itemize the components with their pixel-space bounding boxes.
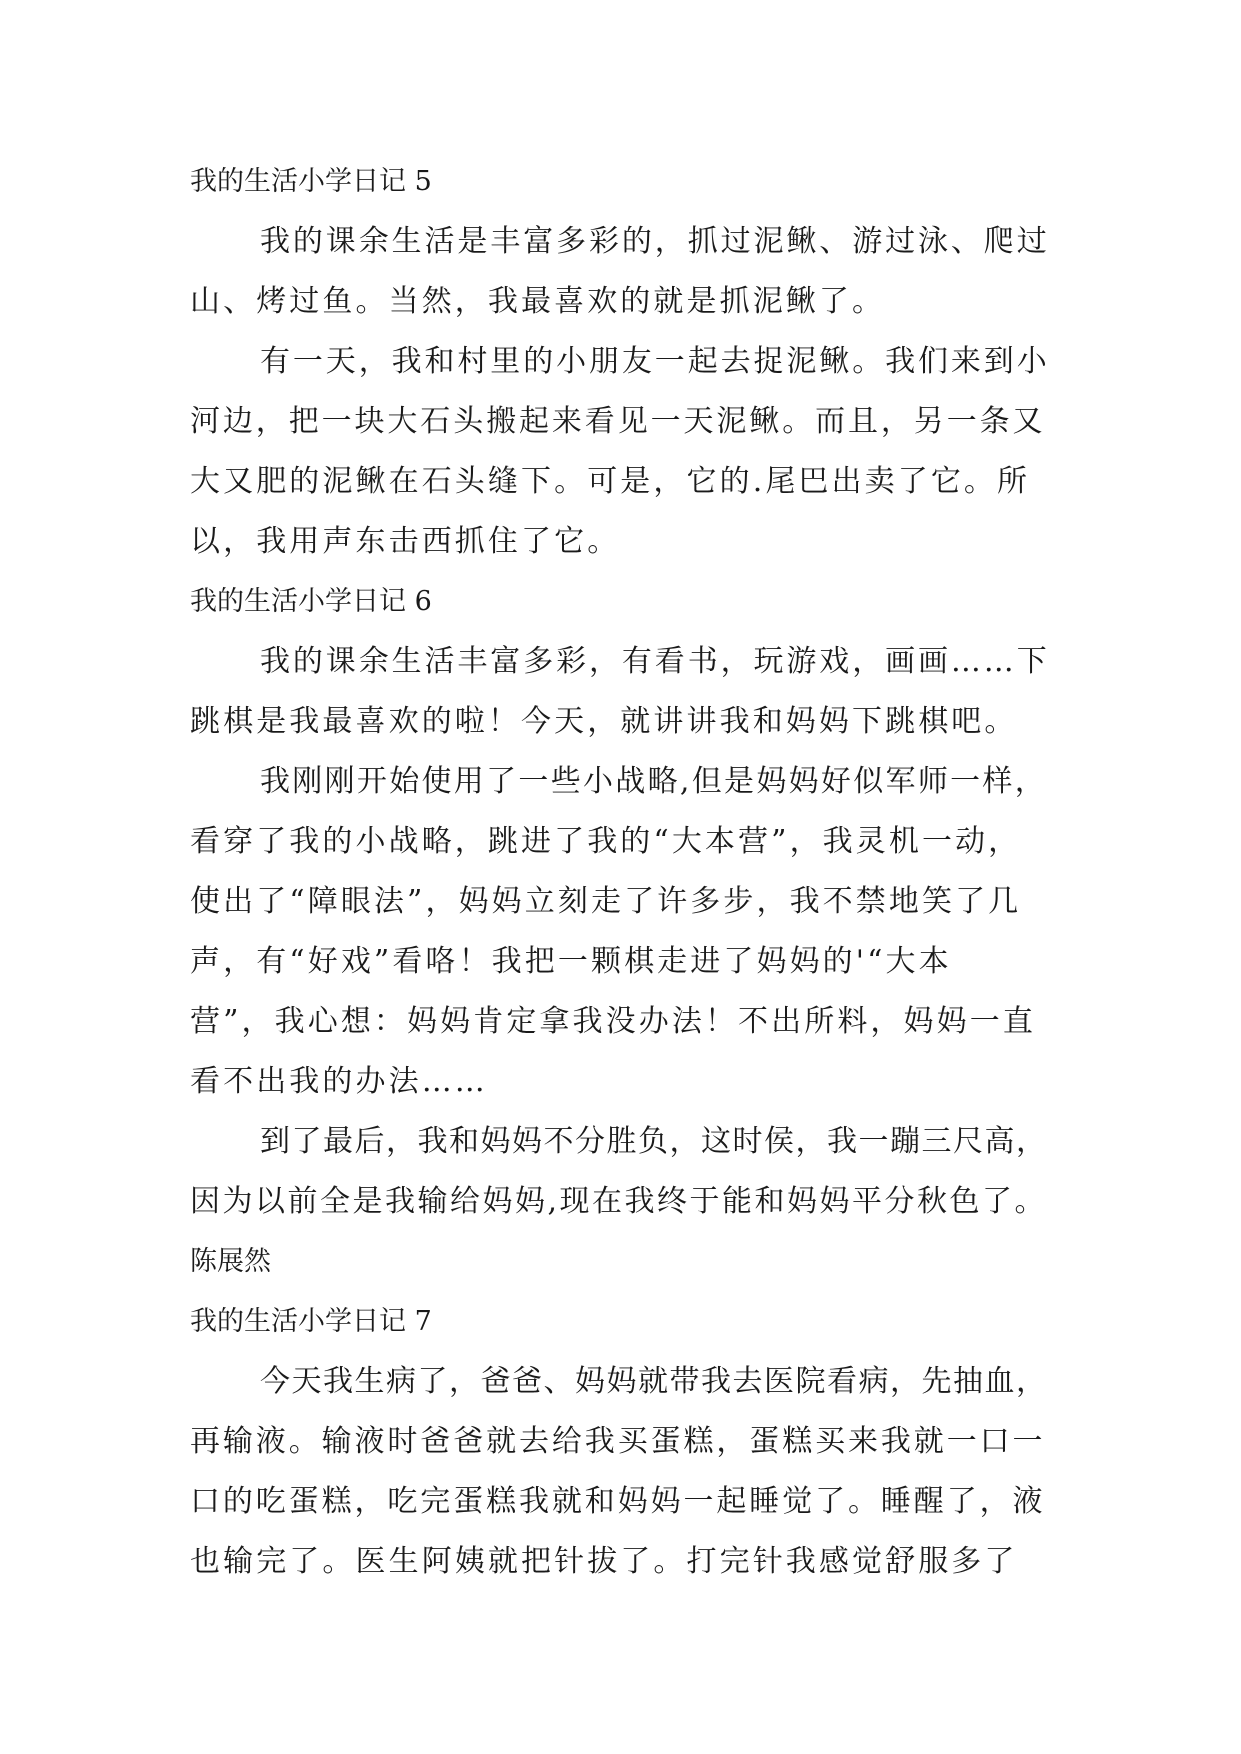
text-line: 跳棋是我最喜欢的啦！今天，就讲讲我和妈妈下跳棋吧。 xyxy=(190,704,1018,739)
author-name: 陈展然 xyxy=(190,1246,271,1277)
text-line: 有一天，我和村里的小朋友一起去捉泥鳅。我们来到小 xyxy=(260,344,1050,379)
paragraph xyxy=(190,752,1050,1112)
text-line: 我刚刚开始使用了一些小战略,但是妈妈好似军师一样， xyxy=(260,764,1048,799)
text-line: 营”，我心想：妈妈肯定拿我没办法！不出所料，妈妈一直 xyxy=(190,1004,1036,1039)
text-line: 使出了“障眼法”，妈妈立刻走了许多步，我不禁地笑了几 xyxy=(190,884,1022,919)
document-page xyxy=(190,152,1050,1592)
paragraph xyxy=(190,1112,1050,1232)
text-line: 到了最后，我和妈妈不分胜负，这时侯，我一蹦三尺高， xyxy=(260,1124,1048,1159)
text-line: 山、烤过鱼。当然，我最喜欢的就是抓泥鳅了。 xyxy=(190,284,886,319)
text-line: 再输液。输液时爸爸就去给我买蛋糕，蛋糕买来我就一口一 xyxy=(190,1424,1046,1459)
text-line: 口的吃蛋糕，吃完蛋糕我就和妈妈一起睡觉了。睡醒了，液 xyxy=(190,1484,1046,1519)
text-line: 我的课余生活是丰富多彩的，抓过泥鳅、游过泳、爬过 xyxy=(260,224,1050,259)
text-line: 也输完了。医生阿姨就把针拔了。打完针我感觉舒服多了 xyxy=(190,1544,1018,1579)
text-line: 以，我用声东击西抓住了它。 xyxy=(190,524,621,559)
paragraph xyxy=(190,212,1050,332)
text-line: 看不出我的办法…… xyxy=(190,1064,488,1099)
text-line: 大又肥的泥鳅在石头缝下。可是，它的.尾巴出卖了它。所 xyxy=(190,464,1031,499)
paragraph xyxy=(190,332,1050,572)
section-heading: 我的生活小学日记 5 xyxy=(190,166,432,197)
text-line: 声，有“好戏”看咯！我把一颗棋走进了妈妈的'“大本 xyxy=(190,944,952,979)
paragraph xyxy=(190,632,1050,752)
section-heading: 我的生活小学日记 6 xyxy=(190,586,432,617)
paragraph xyxy=(190,1352,1050,1592)
text-line: 因为以前全是我输给妈妈,现在我终于能和妈妈平分秋色了。 xyxy=(190,1184,1048,1219)
text-line: 我的课余生活丰富多彩，有看书，玩游戏，画画……下 xyxy=(260,644,1050,679)
text-line: 河边，把一块大石头搬起来看见一天泥鳅。而且，另一条又 xyxy=(190,404,1046,439)
section-heading: 我的生活小学日记 7 xyxy=(190,1306,432,1337)
text-line: 今天我生病了，爸爸、妈妈就带我去医院看病，先抽血， xyxy=(260,1364,1048,1399)
text-line: 看穿了我的小战略，跳进了我的“大本营”，我灵机一动， xyxy=(190,824,1022,859)
